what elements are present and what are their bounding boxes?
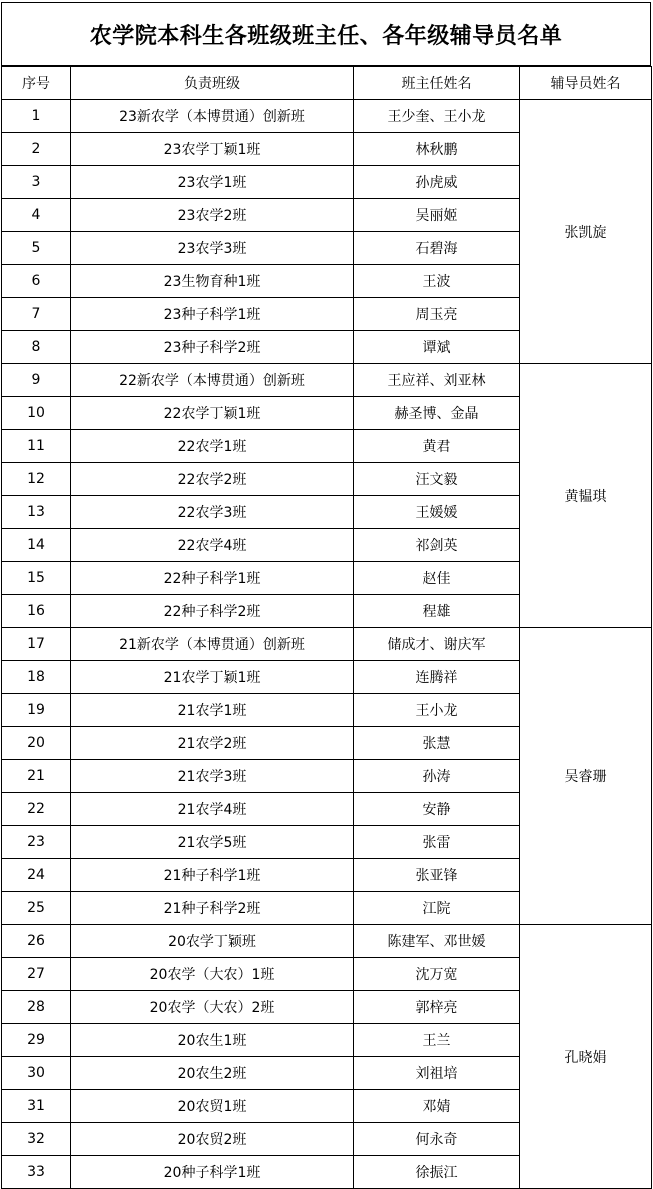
row-number: 10 — [2, 397, 71, 430]
row-number: 5 — [2, 232, 71, 265]
head-teacher-name: 何永奇 — [354, 1123, 520, 1156]
class-name: 22种子科学1班 — [71, 562, 354, 595]
class-name: 21农学2班 — [71, 727, 354, 760]
head-teacher-name: 邓婧 — [354, 1090, 520, 1123]
row-number: 26 — [2, 925, 71, 958]
class-name: 22农学1班 — [71, 430, 354, 463]
row-number: 21 — [2, 760, 71, 793]
head-teacher-name: 程雄 — [354, 595, 520, 628]
row-number: 23 — [2, 826, 71, 859]
class-name: 21种子科学2班 — [71, 892, 354, 925]
row-number: 29 — [2, 1024, 71, 1057]
head-teacher-name: 王应祥、刘亚林 — [354, 364, 520, 397]
class-name: 23农学1班 — [71, 166, 354, 199]
class-name: 23农学3班 — [71, 232, 354, 265]
head-teacher-name: 王波 — [354, 265, 520, 298]
class-name: 23新农学（本博贯通）创新班 — [71, 100, 354, 133]
head-teacher-name: 张亚锋 — [354, 859, 520, 892]
head-teacher-name: 吴丽姬 — [354, 199, 520, 232]
class-name: 22新农学（本博贯通）创新班 — [71, 364, 354, 397]
head-teacher-name: 孙涛 — [354, 760, 520, 793]
row-number: 9 — [2, 364, 71, 397]
class-name: 20农贸2班 — [71, 1123, 354, 1156]
row-number: 1 — [2, 100, 71, 133]
head-teacher-name: 王媛媛 — [354, 496, 520, 529]
head-teacher-name: 石碧海 — [354, 232, 520, 265]
row-number: 19 — [2, 694, 71, 727]
class-name: 20农生2班 — [71, 1057, 354, 1090]
row-number: 20 — [2, 727, 71, 760]
table-row — [2, 925, 652, 958]
class-name: 23种子科学2班 — [71, 331, 354, 364]
head-teacher-name: 黄君 — [354, 430, 520, 463]
class-name: 20农学丁颖班 — [71, 925, 354, 958]
row-number: 27 — [2, 958, 71, 991]
head-teacher-name: 郭梓亮 — [354, 991, 520, 1024]
class-name: 21农学1班 — [71, 694, 354, 727]
class-name: 20农学（大农）1班 — [71, 958, 354, 991]
head-teacher-name: 江院 — [354, 892, 520, 925]
class-name: 22农学3班 — [71, 496, 354, 529]
head-teacher-name: 沈万宽 — [354, 958, 520, 991]
roster-table — [1, 66, 652, 1189]
table-row — [2, 628, 652, 661]
class-name: 23农学2班 — [71, 199, 354, 232]
head-teacher-name: 王少奎、王小龙 — [354, 100, 520, 133]
class-name: 20农贸1班 — [71, 1090, 354, 1123]
counselor-name: 黄韫琪 — [520, 364, 652, 628]
head-teacher-name: 谭斌 — [354, 331, 520, 364]
class-name: 20农学（大农）2班 — [71, 991, 354, 1024]
head-teacher-name: 张慧 — [354, 727, 520, 760]
row-number: 7 — [2, 298, 71, 331]
table-row — [2, 364, 652, 397]
row-number: 17 — [2, 628, 71, 661]
head-teacher-name: 徐振江 — [354, 1156, 520, 1189]
head-teacher-name: 储成才、谢庆军 — [354, 628, 520, 661]
row-number: 14 — [2, 529, 71, 562]
row-number: 33 — [2, 1156, 71, 1189]
head-teacher-name: 赫圣博、金晶 — [354, 397, 520, 430]
class-name: 21农学4班 — [71, 793, 354, 826]
head-teacher-name: 汪文毅 — [354, 463, 520, 496]
row-number: 6 — [2, 265, 71, 298]
row-number: 3 — [2, 166, 71, 199]
row-number: 2 — [2, 133, 71, 166]
class-name: 21种子科学1班 — [71, 859, 354, 892]
class-name: 21农学3班 — [71, 760, 354, 793]
row-number: 31 — [2, 1090, 71, 1123]
class-name: 23农学丁颖1班 — [71, 133, 354, 166]
row-number: 32 — [2, 1123, 71, 1156]
counselor-name: 孔晓娟 — [520, 925, 652, 1189]
counselor-name: 吴睿珊 — [520, 628, 652, 925]
counselor-name: 张凯旋 — [520, 100, 652, 364]
table-body — [2, 100, 652, 1189]
header-number: 序号 — [2, 67, 71, 100]
head-teacher-name: 张雷 — [354, 826, 520, 859]
head-teacher-name: 连腾祥 — [354, 661, 520, 694]
row-number: 4 — [2, 199, 71, 232]
row-number: 18 — [2, 661, 71, 694]
row-number: 15 — [2, 562, 71, 595]
row-number: 24 — [2, 859, 71, 892]
head-teacher-name: 林秋鹏 — [354, 133, 520, 166]
head-teacher-name: 祁剑英 — [354, 529, 520, 562]
row-number: 30 — [2, 1057, 71, 1090]
head-teacher-name: 周玉亮 — [354, 298, 520, 331]
row-number: 13 — [2, 496, 71, 529]
head-teacher-name: 孙虎威 — [354, 166, 520, 199]
header-counselor: 辅导员姓名 — [520, 67, 652, 100]
class-name: 21农学丁颖1班 — [71, 661, 354, 694]
table-row — [2, 100, 652, 133]
row-number: 16 — [2, 595, 71, 628]
row-number: 8 — [2, 331, 71, 364]
head-teacher-name: 陈建军、邓世媛 — [354, 925, 520, 958]
class-name: 22农学丁颖1班 — [71, 397, 354, 430]
header-head-teacher: 班主任姓名 — [354, 67, 520, 100]
class-name: 21农学5班 — [71, 826, 354, 859]
row-number: 28 — [2, 991, 71, 1024]
class-name: 20农生1班 — [71, 1024, 354, 1057]
class-name: 23生物育种1班 — [71, 265, 354, 298]
class-name: 22农学2班 — [71, 463, 354, 496]
page-title: 农学院本科生各班级班主任、各年级辅导员名单 — [1, 2, 651, 66]
head-teacher-name: 王小龙 — [354, 694, 520, 727]
class-name: 22农学4班 — [71, 529, 354, 562]
class-name: 23种子科学1班 — [71, 298, 354, 331]
head-teacher-name: 刘祖培 — [354, 1057, 520, 1090]
class-name: 22种子科学2班 — [71, 595, 354, 628]
table-header-row — [2, 67, 652, 100]
class-name: 20种子科学1班 — [71, 1156, 354, 1189]
row-number: 25 — [2, 892, 71, 925]
header-class: 负责班级 — [71, 67, 354, 100]
row-number: 12 — [2, 463, 71, 496]
row-number: 22 — [2, 793, 71, 826]
head-teacher-name: 王兰 — [354, 1024, 520, 1057]
head-teacher-name: 赵佳 — [354, 562, 520, 595]
head-teacher-name: 安静 — [354, 793, 520, 826]
class-name: 21新农学（本博贯通）创新班 — [71, 628, 354, 661]
row-number: 11 — [2, 430, 71, 463]
